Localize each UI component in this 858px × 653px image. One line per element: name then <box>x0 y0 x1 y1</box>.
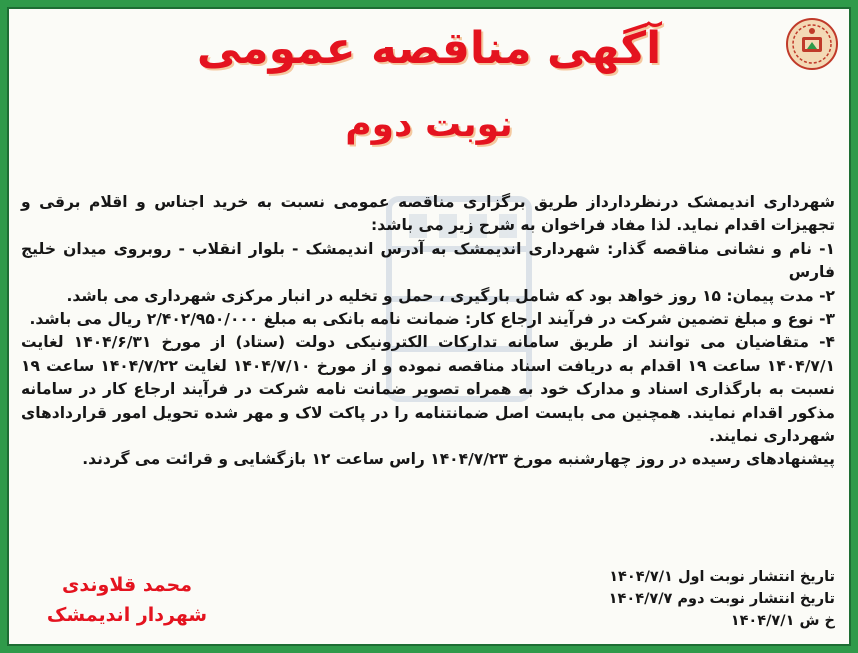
item-4: ۴- متقاضیان می توانند از طریق سامانه تدارکات الکترونیکی دولت (ستاد) از مورخ ۱۴۰۴/۶/۳۱ لغایت ۱۴۰۴/۷/۱ ساعت ۱۹ اقدام به دریافت اسناد مناقصه نموده و از مورخ ۱۴۰۴/۷/۱۰ لغایت ۱۴۰۴/۷/۲۲ ساعت ۱۹ نسبت به بارگذاری اسناد و مدارک خود به همراه تصویر ضمانت نامه شرکت در فرآیند ارجاع کار در سامانه مذکور اقدام نمایند. همچنین می بایست اصل ضمانتنامه را در پاکت لاک و مهر شده تحویل امور قراردادهای شهرداری نمایند. <box>21 333 835 446</box>
signer-name: محمد قلاوندی <box>62 574 192 596</box>
notice-body <box>21 191 835 472</box>
publication-dates <box>369 566 835 632</box>
item-2: ۲- مدت پیمان: ۱۵ روز خواهد بود که شامل بارگیری ، حمل و تخلیه در انبار مرکزی شهرداری می باشد. <box>66 286 835 305</box>
notice-subtitle: نوبت دوم <box>345 104 513 145</box>
intro-paragraph: شهرداری اندیمشک درنظردارداز طریق برگزاری مناقصه عمومی نسبت به خرید اجناس و اقلام برقی و تجهیزات اقدام نماید. لذا مفاد فراخوان به شرح زیر می باشد: <box>21 193 835 235</box>
item-3: ۳- نوع و مبلغ تضمین شرکت در فرآیند ارجاع کار: ضمانت نامه بانکی به مبلغ ۲/۴۰۲/۹۵۰/۰۰۰ ریال می باشد. <box>29 310 835 329</box>
notice-paper <box>7 7 851 646</box>
publish-date-first: تاریخ انتشار نوبت اول ۱۴۰۴/۷/۱ <box>609 569 835 585</box>
signer-title: شهردار اندیمشک <box>46 604 208 626</box>
signature-block <box>27 570 227 630</box>
notice-title: آگهی مناقصه عمومی <box>196 23 662 74</box>
closing-paragraph: پیشنهادهای رسیده در روز چهارشنبه مورخ ۱۴۰۴/۷/۲۳ راس ساعت ۱۲ بازگشایی و قرائت می گردند. <box>82 450 835 469</box>
notice-code: خ ش ۱۴۰۴/۷/۱ <box>730 613 835 629</box>
publish-date-second: تاریخ انتشار نوبت دوم ۱۴۰۴/۷/۷ <box>608 591 835 607</box>
item-1: ۱- نام و نشانی مناقصه گذار: شهرداری اندیمشک به آدرس اندیمشک - بلوار انقلاب - روبروی میدان خلیج فارس <box>21 239 835 282</box>
